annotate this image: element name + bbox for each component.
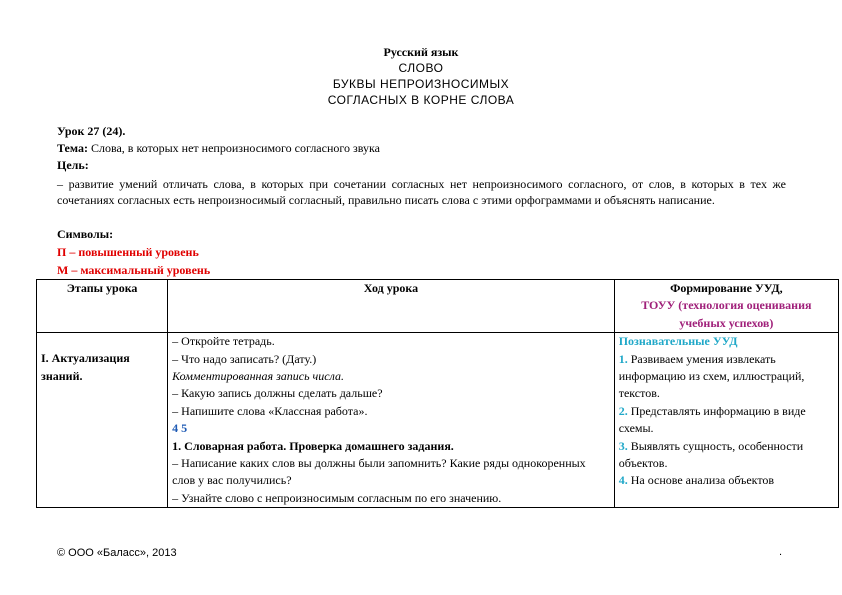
header-stages: Этапы урока [37,280,168,333]
title-line-3: СОГЛАСНЫХ В КОРНЕ СЛОВА [327,93,515,107]
course-line: – Какую запись должны сделать дальше? [172,386,383,401]
stage-cell: I. Актуализация знаний. [37,333,168,508]
lesson-topic [57,141,380,156]
course-line: – Что надо записать? (Дату.) [172,351,317,366]
symbol-p: П – повышенный уровень [57,245,199,259]
uud-item-text: Выявлять сущность, особенности объектов. [618,438,804,471]
goal-text: – развитие умений отличать слова, в которых при сочетании согласных нет непроизносимого согласного, от слов, в которых в тех же сочетаниях согласных есть непроизносимый согласный, правильно писать слова с этими орфограммами и объяснять написание. [57,177,786,207]
header-uud-line1: Формирование УУД, [670,281,783,295]
table-row [37,333,839,508]
uud-item [619,351,834,403]
uud-item-num: 3. [618,438,628,453]
uud-item-num: 4. [618,473,628,488]
title-line-2: БУКВЫ НЕПРОИЗНОСИМЫХ [332,77,510,91]
symbols-label: Символы: [57,227,114,241]
footer-copyright: © ООО «Баласс», 2013 [57,547,177,559]
topic-text: Слова, в которых нет непроизносимого согласного звука [90,141,380,155]
subject-heading: Русский язык [383,45,459,59]
goal-label: Цель: [57,158,89,172]
uud-item-num: 2. [618,403,628,418]
course-line: – Написание каких слов вы должны были запомнить? Какие ряды однокоренных слов у вас получились? [172,456,586,488]
header-course: Ход урока [168,280,615,333]
uud-item-text: На основе анализа объектов [627,473,775,488]
footer-mark: . [779,546,783,558]
uud-item-text: Развиваем умения извлекать информацию из схем, иллюстраций, текстов. [618,351,805,401]
lesson-number: Урок 27 (24). [57,124,126,138]
header-uud [614,280,838,333]
course-line: – Откройте тетрадь. [172,334,275,349]
uud-item [619,472,834,489]
course-line: – Узнайте слово с непроизносимым согласным по его значению. [172,490,502,505]
course-line-italic: Комментированная запись числа. [172,369,344,384]
symbol-m: М – максимальный уровень [57,263,211,277]
header-touu: ТОУУ (технология оценивания учебных успехов) [641,298,812,330]
slide-numbers: 4 5 [172,421,188,436]
course-cell [168,333,615,508]
course-line: – Напишите слова «Классная работа». [172,403,368,418]
lesson-table [36,279,839,508]
table-header-row [37,280,839,333]
section-heading: 1. Словарная работа. Проверка домашнего задания. [172,438,454,453]
uud-title: Познавательные УУД [618,334,738,349]
title-line-1: СЛОВО [398,61,444,75]
uud-item [619,403,834,438]
uud-item [619,438,834,473]
uud-item-text: Представлять информацию в виде схемы. [618,403,806,436]
uud-item-num: 1. [618,351,628,366]
topic-label: Тема: [57,141,88,155]
uud-cell [614,333,838,508]
